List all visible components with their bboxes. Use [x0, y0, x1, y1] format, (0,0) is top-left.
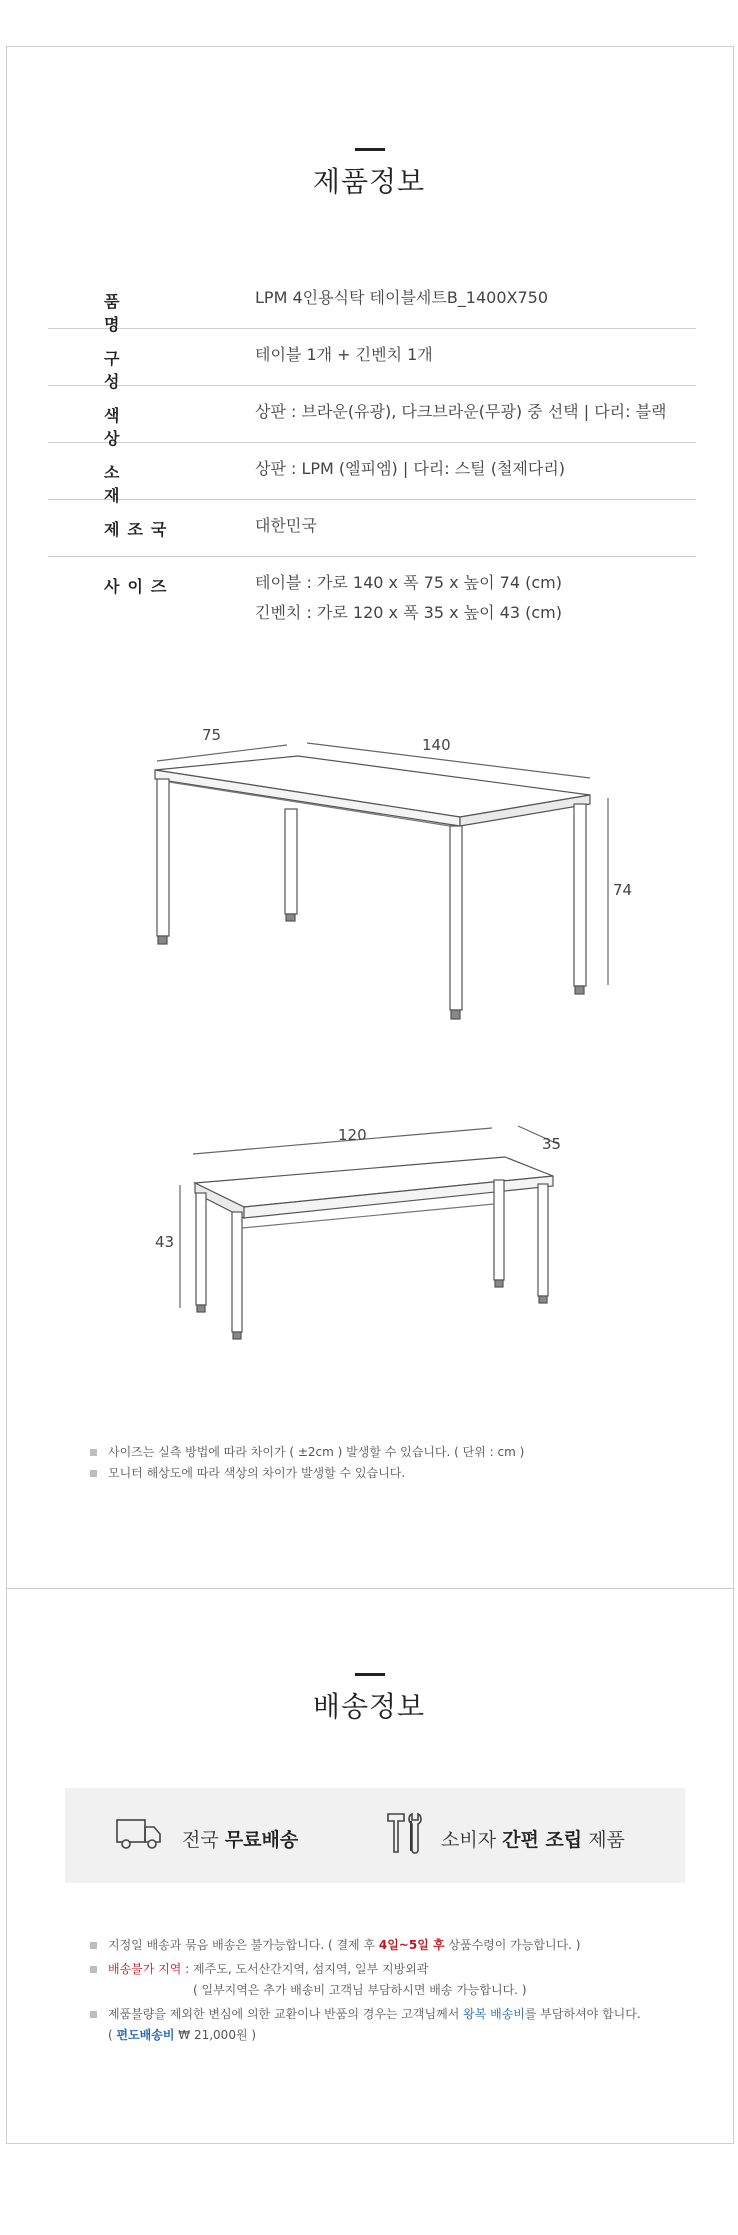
note-text: 제품불량을 제외한 변심에 의한 교환이나 반품의 경우는 고객님께서	[108, 2007, 464, 2021]
note-text: 지정일 배송과 묶음 배송은 불가능합니다. ( 결제 후	[108, 1938, 379, 1952]
spec-value: 상판 : 브라운(유광), 다크브라운(무광) 중 선택 | 다리: 블랙	[255, 402, 667, 421]
spec-table	[48, 272, 696, 637]
note-highlight: 4일~5일 후	[378, 1938, 445, 1952]
note-text: ₩ 21,000원 )	[174, 2028, 257, 2042]
spec-value: LPM 4인용식탁 테이블세트B_1400X750	[255, 288, 549, 307]
spec-label: 구 성	[104, 349, 136, 391]
delivery-notes	[90, 1935, 641, 2046]
note-item	[90, 1959, 641, 1980]
spec-label: 품 명	[104, 292, 136, 334]
bench-height-label: 43	[155, 1233, 175, 1251]
bench-depth-label: 35	[542, 1135, 562, 1153]
delivery-info-title: 배송정보	[312, 1690, 426, 1723]
bullet-icon	[90, 1470, 97, 1477]
note-item	[90, 2004, 641, 2025]
assembly-suffix: 제품	[588, 1829, 625, 1851]
tools-icon-graphic	[385, 1810, 425, 1860]
spec-row-composition	[48, 329, 696, 391]
spec-value	[255, 568, 562, 628]
spec-row-name	[48, 272, 696, 334]
assembly-bold: 간편 조립	[502, 1829, 583, 1851]
spec-row-origin	[48, 500, 696, 557]
assembly-text	[441, 1825, 625, 1852]
note-highlight: 편도배송비	[116, 2028, 175, 2042]
note-sub: ( 일부지역은 추가 배송비 고객님 부담하시면 배송 가능합니다. )	[193, 1983, 527, 1997]
title-bar	[355, 148, 385, 151]
size-notes	[90, 1442, 524, 1484]
free-shipping-prefix: 전국	[182, 1829, 219, 1851]
note-text: 상품수령이 가능합니다. )	[444, 1938, 581, 1952]
size-table: 테이블 : 가로 140 x 폭 75 x 높이 74 (cm)	[255, 573, 562, 592]
bench-dimension-diagram	[0, 1110, 738, 1350]
table-depth-label: 75	[202, 726, 222, 744]
table-dimension-diagram	[0, 700, 738, 1060]
note-text: 사이즈는 실측 방법에 따라 차이가 ( ±2cm ) 발생할 수 있습니다. ( 단위 : cm )	[108, 1445, 525, 1459]
note-item	[90, 1442, 524, 1463]
table-height-label: 74	[613, 881, 633, 899]
title-bar	[355, 1673, 385, 1676]
note-text: 모니터 해상도에 따라 색상의 차이가 발생할 수 있습니다.	[108, 1466, 406, 1480]
note-text: (	[108, 2028, 117, 2042]
spec-label: 제조국	[104, 520, 175, 539]
section-divider	[6, 1588, 734, 1589]
note-sub	[90, 2025, 641, 2046]
assembly-prefix: 소비자	[441, 1829, 497, 1851]
spec-row-material	[48, 443, 696, 505]
bench-width-label: 120	[338, 1126, 367, 1144]
bullet-icon	[90, 1449, 97, 1456]
size-bench: 긴벤치 : 가로 120 x 폭 35 x 높이 43 (cm)	[255, 603, 562, 622]
free-shipping-text	[182, 1825, 298, 1852]
spec-row-size	[48, 557, 696, 637]
spec-value: 대한민국	[255, 516, 317, 535]
note-highlight: 왕복 배송비	[463, 2007, 525, 2021]
bullet-icon	[90, 2011, 97, 2018]
note-item	[90, 1463, 524, 1484]
spec-label: 색 상	[104, 406, 136, 448]
spec-label: 소 재	[104, 463, 136, 505]
note-item	[90, 1935, 641, 1956]
spec-row-color	[48, 386, 696, 448]
bullet-icon	[90, 1966, 97, 1973]
note-highlight: 배송불가 지역 :	[108, 1962, 190, 1976]
bullet-icon	[90, 1942, 97, 1949]
free-shipping-bold: 무료배송	[224, 1829, 299, 1851]
spec-value: 테이블 1개 + 긴벤치 1개	[255, 345, 433, 364]
spec-label: 사이즈	[104, 577, 175, 596]
note-text: 를 부담하셔야 합니다.	[524, 2007, 641, 2021]
note-text: 제주도, 도서산간지역, 섬지역, 일부 지방외곽	[189, 1962, 429, 1976]
shipping-summary-box	[65, 1788, 685, 1883]
table-width-label: 140	[422, 736, 451, 754]
spec-value: 상판 : LPM (엘피엠) | 다리: 스틸 (철제다리)	[255, 459, 566, 478]
product-info-title: 제품정보	[312, 165, 426, 198]
truck-icon	[115, 1816, 163, 1856]
